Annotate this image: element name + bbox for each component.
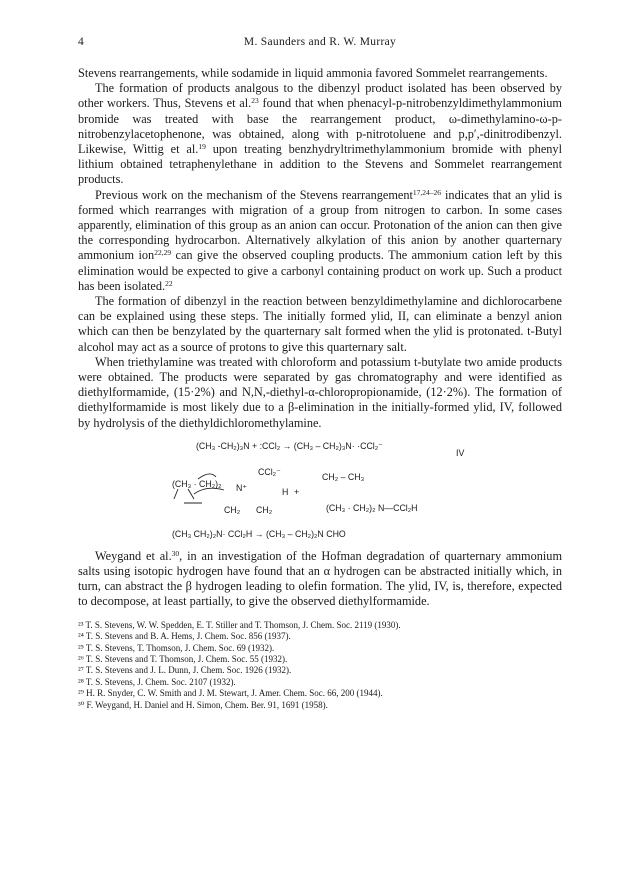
reference-30: ³⁰ F. Weygand, H. Daniel and H. Simon, Chem. Ber. 91, 1691 (1958). [78, 699, 328, 710]
article-body [78, 66, 562, 711]
scheme-plus: + [294, 486, 300, 497]
reference-28: ²⁸ T. S. Stevens, J. Chem. Soc. 2107 (1932). [78, 676, 236, 687]
reaction-scheme [78, 437, 562, 549]
scheme-n-plus: N⁺ [236, 482, 247, 493]
citation: 23 [251, 96, 259, 106]
reference-27: ²⁷ T. S. Stevens and J. L. Dunn, J. Chem. Soc. 1926 (1932). [78, 665, 292, 676]
scheme-ethyl: CH₂ – CH₃ [322, 471, 365, 482]
scheme-ccl2: CCl₂⁻ [258, 466, 281, 477]
citation: 17,24–26 [412, 187, 442, 197]
footnote-references [78, 620, 562, 711]
scheme-line-1: (CH₃ -CH₂)₃N + :CCl₂ → (CH₃ – CH₂)₃N· ·CCl₂⁻ [196, 440, 383, 451]
scheme-ch2-left: CH₂ [224, 504, 241, 515]
reference-25: ²⁵ T. S. Stevens, T. Thomson, J. Chem. Soc. 69 (1932). [78, 642, 275, 653]
scheme-chloroamine: (CH₃ · CH₂)₂ N—CCl₂H [326, 502, 418, 513]
paragraph-4: The formation of dibenzyl in the reaction between benzyldimethylamine and dichlorocarbene can be explained using these steps. The initially formed ylid, II, can eliminate a benzyl anion which can then be benzylated by the quarternary salt formed when the ylid is protonated. t-Butyl alcohol may act as a source of protons to give this quarternary salt. [78, 294, 562, 354]
reference-24: ²⁴ T. S. Stevens and B. A. Hems, J. Chem. Soc. 856 (1937). [78, 631, 291, 642]
paragraph-6: Weygand et al.$^{30}$, in an investigation of the Hofman degradation of quarternary ammonium salts using isotopic hydrogen have found that an α hydrogen can be abstracted initially which, in turn, can abstract the β hydrogen leading to olefin formation. The ylid, IV, is, therefore, expected to decompose, at least partially, to give the observed diethylformamide. [78, 548, 563, 609]
reference-26: ²⁶ T. S. Stevens and T. Thomson, J. Chem. Soc. 55 (1932). [78, 653, 288, 664]
paragraph-1: Stevens rearrangements, while sodamide in liquid ammonia favored Sommelet rearrangements. [78, 66, 548, 80]
running-head: M. Saunders and R. W. Murray [243, 36, 397, 48]
citation: 22 [165, 278, 173, 288]
paragraph-3: Previous work on the mechanism of the Stevens rearrangement$^{17,24-26}$ indicates that an ylid is formed which rearranges with migration of a group from nitrogen to carbon. In some cases apparently, elimination of this group as an anion can occur. Protonation of the anion can then give the corresponding hydrocarbon. Alternatively alkylation of this anion by another quarternary ammonium ion$^{22,29}$ can give the observed coupling products. The ammonium cation left by this elimination would be expected to give a carbonyl containing product on work up. Such a product has been isolated.$^{22}$ [78, 187, 562, 293]
citation: 30 [171, 548, 180, 558]
reference-23: ²³ T. S. Stevens, W. W. Spedden, E. T. Stiller and T. Thomson, J. Chem. Soc. 2119 (1930). [78, 619, 401, 630]
scheme-diethyl: (CH₃ · CH₂)₂ [172, 478, 222, 489]
ylid-label-iv: IV [456, 447, 465, 458]
citation: 22,29 [154, 248, 172, 258]
page-number: 4 [78, 36, 84, 48]
paragraph-2: The formation of products analgous to the dibenzyl product isolated has been observed by other workers. Thus, Stevens et al.$^{23}$ found that when phenacyl-p-nitrobenzyldimethylammonium bromide was treated with base the rearrangement product, ω-dimethylamino-ω-p-nitrobenzylacetophenone, was obtained, along with p-nitrotoluene and p,p′,-dinitrodibenzyl. Likewise, Wittig et al.$^{19}$ upon treating benzhydryltrimethylammonium bromide with phenyl lithium obtained tetraphenylethane in addition to the Stevens and Sommelet rearrangement products. [78, 81, 562, 187]
reference-29: ²⁹ H. R. Snyder, C. W. Smith and J. M. Stewart, J. Amer. Chem. Soc. 66, 200 (1944). [78, 688, 383, 699]
page-header [78, 36, 562, 50]
scheme-line-3: (CH₃ CH₂)₂N· CCl₂H → (CH₃ – CH₂)₂N CHO [172, 528, 346, 539]
paragraph-5: When triethylamine was treated with chloroform and potassium t-butylate two amide products were obtained. The products were separated by gas chromatography and were identified as diethylformamide, (15·2%) and N,N,-diethyl-α-chloropropionamide, (12·2%). The formation of diethylformamide is most likely due to a β-elimination in the initially-formed ylid, IV, followed by hydrolysis of the diethyldichloromethylamine. [78, 354, 562, 430]
scheme-hydrogen: H [282, 486, 289, 497]
citation: 19 [198, 142, 206, 152]
scheme-ch2-right: CH₂ [256, 504, 273, 515]
